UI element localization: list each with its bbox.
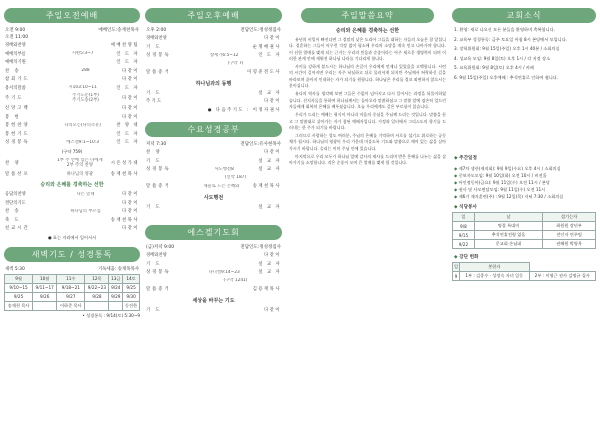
sermon-title: 하나님의 영광 [66,171,93,177]
table-cell: 9/25 [5,292,33,301]
order-row [4,84,140,93]
table-cell: 1부 : 김종수 · 성정숙 자녀 일동 [460,272,530,281]
schedule-item: ◆ 아인정동아(금요): 9월 11일(수) 오전 11시 / 본당 [454,179,594,186]
table-header-cell: 11수 [57,274,85,283]
order-mid: 288 [81,68,90,74]
table-row [453,240,596,249]
order-row [145,68,282,77]
order-rt: 인 도 자 [258,53,281,59]
order-row [4,224,140,233]
table-header-cell: 14토 [123,274,140,283]
order-row [4,113,140,122]
order-lbl: 성경봉독 [5,140,30,146]
order-lbl: 봉헌기도 [5,131,30,137]
table-cell: 송재천 목사 [5,301,33,310]
order-rt: 찬 양 대 [116,123,139,129]
altar-flower-title: ◆ 강단 헌화 [454,254,594,260]
order-rt: 설 교 자 [258,90,281,96]
order-mid: 창세기6:5~12 [209,52,239,58]
order-row [4,199,140,208]
order-mid: 나의모든(나의소유) [64,122,101,128]
order-rt: 예배찬양팀 [110,43,139,49]
order-lbl: 성경봉독 [146,270,171,276]
wednesday-header: 수요성경공부 [145,122,282,137]
table-cell: 2부 : 이영근 권사 김명규 집사 [529,272,595,281]
order-rt: 인 도 자 [116,51,139,57]
afternoon-service-header: 주일오후예배 [145,8,282,23]
table-cell: 9/30 [123,292,140,301]
order-rt: 이형준전도사 [247,70,281,76]
order-row [145,182,282,191]
afternoon-times [145,27,282,34]
bible-reading-note: • 성경통독 : 9/14(토) 5:30~9 [82,312,140,318]
table-row [5,292,140,301]
order-lbl: 찬 송 [5,209,21,215]
order-rt: 인 도 자 [116,60,139,66]
order-lbl: 경배와찬양 [146,36,167,42]
scripture-page-note: (구약 759) [61,148,83,154]
order-row [4,67,140,76]
friday-order-list-2 [145,306,282,315]
sermon-row [4,170,140,179]
order-rt: 설 교 자 [258,261,281,267]
friday-leader: 전담인도:정성정집사 [240,245,281,250]
order-rt: 송재천목사 [252,184,281,190]
order-row [145,106,282,115]
table-header-cell: 12목 [85,274,109,283]
table-header-cell: 섬기는자 [543,213,596,222]
order-rt: 다같이 [122,114,139,120]
afternoon-order-list-2 [145,89,282,115]
morning-leader: 예배인도:송재천목사 [98,28,139,33]
order-mid: 에스겔9:1~10:3 [66,139,99,145]
sermon-subtitle: 승리와 은혜를 경축하는 선한 [40,182,104,188]
sermon-label: 말씀선포 [5,171,30,177]
schedule-item: ◆ 제7차 생산(제직회): 9월 9일(수요) 오후 4시 / 소회의실 [454,165,594,172]
friday-order-list [145,251,282,294]
news-item: 3. 장학위원회: 9월 15일(주일) 오후 1시 40분 / 소회의실 [454,46,560,51]
order-lbl: 찬 송 [5,68,21,74]
order-row [4,207,140,216]
news-item: 1. 환영: 새로 나오신 모든 분들을 환영하며 축복합니다. [454,27,556,32]
afternoon-leader: 전담인도:정성정집사 [240,28,281,33]
order-row [145,97,282,106]
order-lbl: 기 도 [146,307,162,313]
order-lbl: 친교시간 [5,226,30,232]
summary-paragraph: 유년의 비밀이 빠진다면 그 결말의 낮은 도리아 그들을 대하는 자들의 오늘은 참 앞섭니다. 결혼하는 그들이 아무런 걱정 없이 평소에 우리의 소망을 계속 믿고 나아가야 합니다. 이 선한 열매를 맺게 되는 근거는 우리의 믿음과 순종이라는 아주 새로운 생명력이 되며 이러한 관계 안에 세워진 하나님 나라를 기다리게 합니다. [289,37,446,61]
schedule-item: ◆ 제6기 제자훈련(주) : 9월 12일(목) 저녁 7:30 / 소회의실 [454,193,594,200]
order-row [4,216,140,225]
news-item: 5. 교육위원회: 9월 8일(토) 오후 4시 / 카페 [454,65,534,70]
friday-sermon-title: 세상을 바꾸는 기도 [192,297,235,304]
order-lbl: 신앙고백 [5,106,30,112]
order-mid: (신약 187) [224,175,247,181]
dawn-meta [5,266,139,272]
order-lbl: 예배의부름 [5,51,26,57]
order-lbl: 성경봉독 [146,53,171,59]
order-lbl: 봉헌찬양 [5,123,30,129]
order-lbl: 결단의기도 [5,200,26,206]
order-lbl: 용서의말씀 [5,85,26,91]
order-rt: 다같이 [264,36,281,42]
table-cell: 9/28 [85,292,109,301]
summary-paragraph: 그러므로 사랑하는 성도 여러분, 주님의 은혜를 기억하며 서로를 섬기고 위로하는 공동체가 됩시다. 하나님의 영광이 우리 가운데 머물도록 기도와 말씀으로 깨어 있는 삶을 살아가시기 바랍니다. 승리는 이미 주님 안에 있습니다. [289,133,446,151]
church-news-column [452,6,596,418]
order-rt: 다같이 [264,99,281,105]
sermon-summary-header: 주일말씀요약 [301,8,434,23]
news-item: 2. 교육부 성경통독: 금주 토요일 아침 8시 본당에서 모입니다. [454,36,568,42]
kitchen-service-title: ◆ 식당봉사 [454,204,594,210]
church-news-header: 교회소식 [452,8,596,23]
order-row [145,268,282,277]
order-mid: 하나님의 부르심 [70,208,101,214]
order-mid: (구약 1241) [223,278,248,284]
order-mid: 시103:10~11 [68,85,97,91]
order-rt: 김용재목사 [252,287,281,293]
wednesday-time: 저녁 7:30 [146,142,167,147]
table-row [5,301,140,310]
order-rt: 인 도 자 [116,140,139,146]
order-mid: (구약 7) [227,61,244,67]
table-row [453,231,596,240]
order-row [145,174,282,183]
order-rt: 다같이 [122,209,139,215]
wednesday-order-list-2 [145,203,282,212]
order-lbl: 예배의기원 [5,60,26,66]
ezekiel-prayer-header: 에스겔기도회 [145,225,282,240]
table-cell: 9/25 [123,283,140,292]
order-rt: 설 교 자 [258,270,281,276]
order-lbl: 기 도 [146,44,162,50]
order-lbl: 기 도 [146,261,162,267]
sermon-preacher: 송재천목사 [110,171,139,177]
order-row [145,251,282,260]
wednesday-times [145,141,282,148]
order-mid: 나는 믿네 [76,191,95,197]
order-row [145,203,282,212]
table-header-cell: 9월 [5,274,33,283]
summary-body [287,37,448,389]
order-rt: 인 도 자 [116,131,139,137]
table-cell: 전인자 연주팀 [543,231,596,240]
order-row [4,58,140,67]
order-lbl: 경배와찬양 [146,253,167,259]
table-cell: 9/26 [33,292,57,301]
schedule-title: ◆ 주간일정 [454,155,594,161]
order-row [145,43,282,52]
order-row [145,89,282,98]
order-row [4,190,140,199]
order-row [145,306,282,315]
table-cell: 9/15 [453,231,475,240]
order-lbl: 주 기 도 [146,99,162,105]
order-row [4,41,140,50]
choir-name: 시온성가대 [110,161,139,166]
order-lbl: 참회기도 [5,77,30,83]
altar-flower-table [452,262,596,281]
dawn-prayer-header: 새벽기도 / 성경통독 [4,247,140,262]
order-row [145,157,282,166]
order-row [145,165,282,174]
table-header-cell: 10월 [33,274,57,283]
order-lbl: 봉 헌 [5,114,21,120]
standing-note: ● 표는 자리에서 일어서서 [47,234,97,240]
table-cell: 9/22~23 [85,283,109,292]
order-lbl: 응답의찬양 [5,192,26,198]
weekly-schedule [454,165,594,200]
table-cell: 최원원 장년부 [543,222,596,231]
order-lbl: 경배와찬양 [5,43,26,49]
table-header-cell: 일 [453,263,460,272]
order-row [145,260,282,269]
table-cell: 9 [453,272,460,281]
table-cell: 추석연휴전령 없음 [474,231,542,240]
order-lbl: 축 도 [5,217,21,223]
friday-times [145,244,282,251]
order-row [4,121,140,130]
order-row [145,148,282,157]
order-row [4,104,140,113]
order-rt: 송재천목사 [110,217,139,223]
order-row [145,34,282,43]
order-row [4,50,140,59]
summary-paragraph: 사이를 강하게 붙드시는 하나님의 손길이 우리에게 언제나 있었음을 고백합니다. 시련의 시간이 길어지면 우리는 자주 낙심하고 뒤로 물러서게 되지만 주님께서 허락하신 길을 바라보며 끝까지 인내하는 자가 되기를 원합니다. 하나님은 우리를 결코 외면하지 않으시는 분이십니다. [289,64,446,89]
morning-time-2: 오전 11:00 [5,35,29,40]
summary-paragraph: 유다의 역사를 생각해 보면 그들은 수없이 넘어지고 다시 일어서는 과정을 되풀이하였습니다. 선지자들을 통하여 하나님께서는 돌아오라 말씀하셨고 그 말씀 앞에 겸손히 엎드린 자들에게 회복의 은혜를 베푸셨습니다. 오늘 우리에게도 같은 부르심이 있습니다. [289,91,446,109]
wednesday-sermon-title: 사도행전 [203,194,224,201]
table-cell: 9/22 [453,240,475,249]
order-rt: ● 다음주기도 : 이정자권사 [207,107,281,113]
order-mid: 사도행전8 [214,166,234,172]
order-rt: 인 도 자 [116,85,139,91]
order-row [145,60,282,69]
table-header-cell: 날 [474,213,542,222]
table-header-cell: 13금 [109,274,123,283]
summary-paragraph: 우리가 드리는 예배는 형식이 아니라 마음의 중심을 주님께 드리는 것입니다. 말씀을 듣고 그 말씀대로 살아가는 자가 참된 예배자입니다. 가정과 일터에서 그리스도의 향기를 드러내는 한 주가 되기를 바랍니다. [289,112,446,130]
afternoon-order-list [145,34,282,77]
order-rt: 다같이 [264,307,281,313]
order-mid: 주기도문(1부) 주기도송(2부) [72,93,99,103]
kitchen-service-table [452,212,596,249]
order-mid: 시편5:3~7 [71,51,94,57]
order-rt: 다같이 [264,253,281,259]
table-header-cell: 일 [453,213,475,222]
order-rt: 다같이 [122,77,139,83]
morning-order-list-2 [4,190,140,233]
table-cell: 9/27 [57,292,85,301]
order-rt: 설 교 자 [258,167,281,173]
order-rt: 다같이 [122,96,139,101]
news-list [454,27,594,81]
wednesday-leader: 전담인도:유사현목사 [240,142,281,147]
order-rt: 다같이 [122,68,139,74]
afternoon-time: 오후 2:00 [146,28,167,33]
order-lbl: 성경봉독 [146,167,171,173]
table-cell: 9/24 [109,283,123,292]
order-lbl: 기 도 [146,158,162,164]
sermon-summary-column [287,6,448,418]
order-lbl: 말씀증거 [146,287,171,293]
order-lbl: 기 도 [146,204,162,210]
table-row [5,283,140,292]
order-row [145,285,282,294]
table-cell: 명절 특대미 [474,222,542,231]
order-rt: 설 교 자 [258,158,281,164]
dawn-table [4,274,140,311]
schedule-item: ◆ 권사 및 사모면담모임: 9월 11일(수) 오전 11시 [454,186,594,193]
wednesday-order-list [145,148,282,191]
news-item: 4. 성교육 모임: 9월 8일(토) 오후 1시 / 각 지정 장소 [454,55,551,61]
morning-order-list [4,41,140,147]
order-lbl: 기 도 [146,90,162,96]
table-cell: 9/8 [453,222,475,231]
order-rt: 다같이 [122,226,139,232]
morning-service-header: 주일오전예배 [4,8,140,23]
table-cell: 9/10~15 [5,283,33,292]
table-cell: 권혜원 박영옥 [543,240,596,249]
schedule-item: ◆ 중보자도모임: 9월 10일(화) 오전 10시 / 비전홀 [454,172,594,179]
summary-paragraph: 마지막으로 우리 모두가 하나님 앞에 감사의 제사를 드리며 받은 은혜를 나누는 삶을 살아가기를 소망합니다. 작은 순종이 모여 큰 열매를 맺게 될 것입니다. [289,154,446,166]
table-cell [33,301,57,310]
table-cell: 9/11~17 [33,283,57,292]
order-lbl: 말씀증거 [146,70,171,76]
morning-time-1: 오전 9:00 [5,28,26,33]
order-rt: 다같이 [122,192,139,198]
morning-times [4,27,140,41]
table-cell: 동진한 [123,301,140,310]
table-cell: 문교회 손님네 [474,240,542,249]
order-mid: 제물로 드는 은혜와 [203,183,240,189]
order-row [145,51,282,60]
table-header-cell: 봉헌자 [460,263,530,272]
dawn-time: 새벽 5:30 [5,266,25,272]
order-row [145,277,282,286]
dawn-host: 기독세움: 송재목목사 [97,266,139,272]
order-rt: 순명배권사 [252,44,281,50]
order-rt: 설 교 자 [258,204,281,210]
order-row [4,130,140,139]
order-mid: 다니엘9:14~23 [208,269,240,275]
table-cell [109,301,123,310]
table-cell: 9/29 [109,292,123,301]
order-lbl: 말씀증거 [146,184,171,190]
news-item: 6. 9월 15일(주일) 오후예배 : 추석연휴로 인하여 쉽니다. [454,74,559,80]
table-row [453,272,596,281]
friday-time: (금)저녁 9:00 [146,245,175,250]
order-row [4,138,140,147]
choir-label: 찬 양 [5,161,21,166]
order-lbl: 주기도 [5,96,24,101]
order-lbl: 찬 양 [146,150,162,156]
afternoon-sermon-title: 하나님과의 동행 [195,80,232,87]
summary-title: 승리와 은혜를 경축하는 선한 [335,28,400,34]
choir-title: 1부 주 안에 있는 나에게 2부 주의 찬양 [57,158,103,168]
table-cell [85,301,109,310]
choir-row [4,157,140,170]
table-row [453,222,596,231]
afternoon-column [145,6,282,418]
table-cell: 9/18~21 [57,283,85,292]
table-cell: 이하준 목사 [57,301,85,310]
order-row [4,75,140,84]
morning-service-column [4,6,140,418]
order-rt: 다같이 [122,106,139,112]
order-row [4,92,140,104]
order-rt: 다같이 [264,150,281,156]
order-rt: 다같이 [122,200,139,206]
